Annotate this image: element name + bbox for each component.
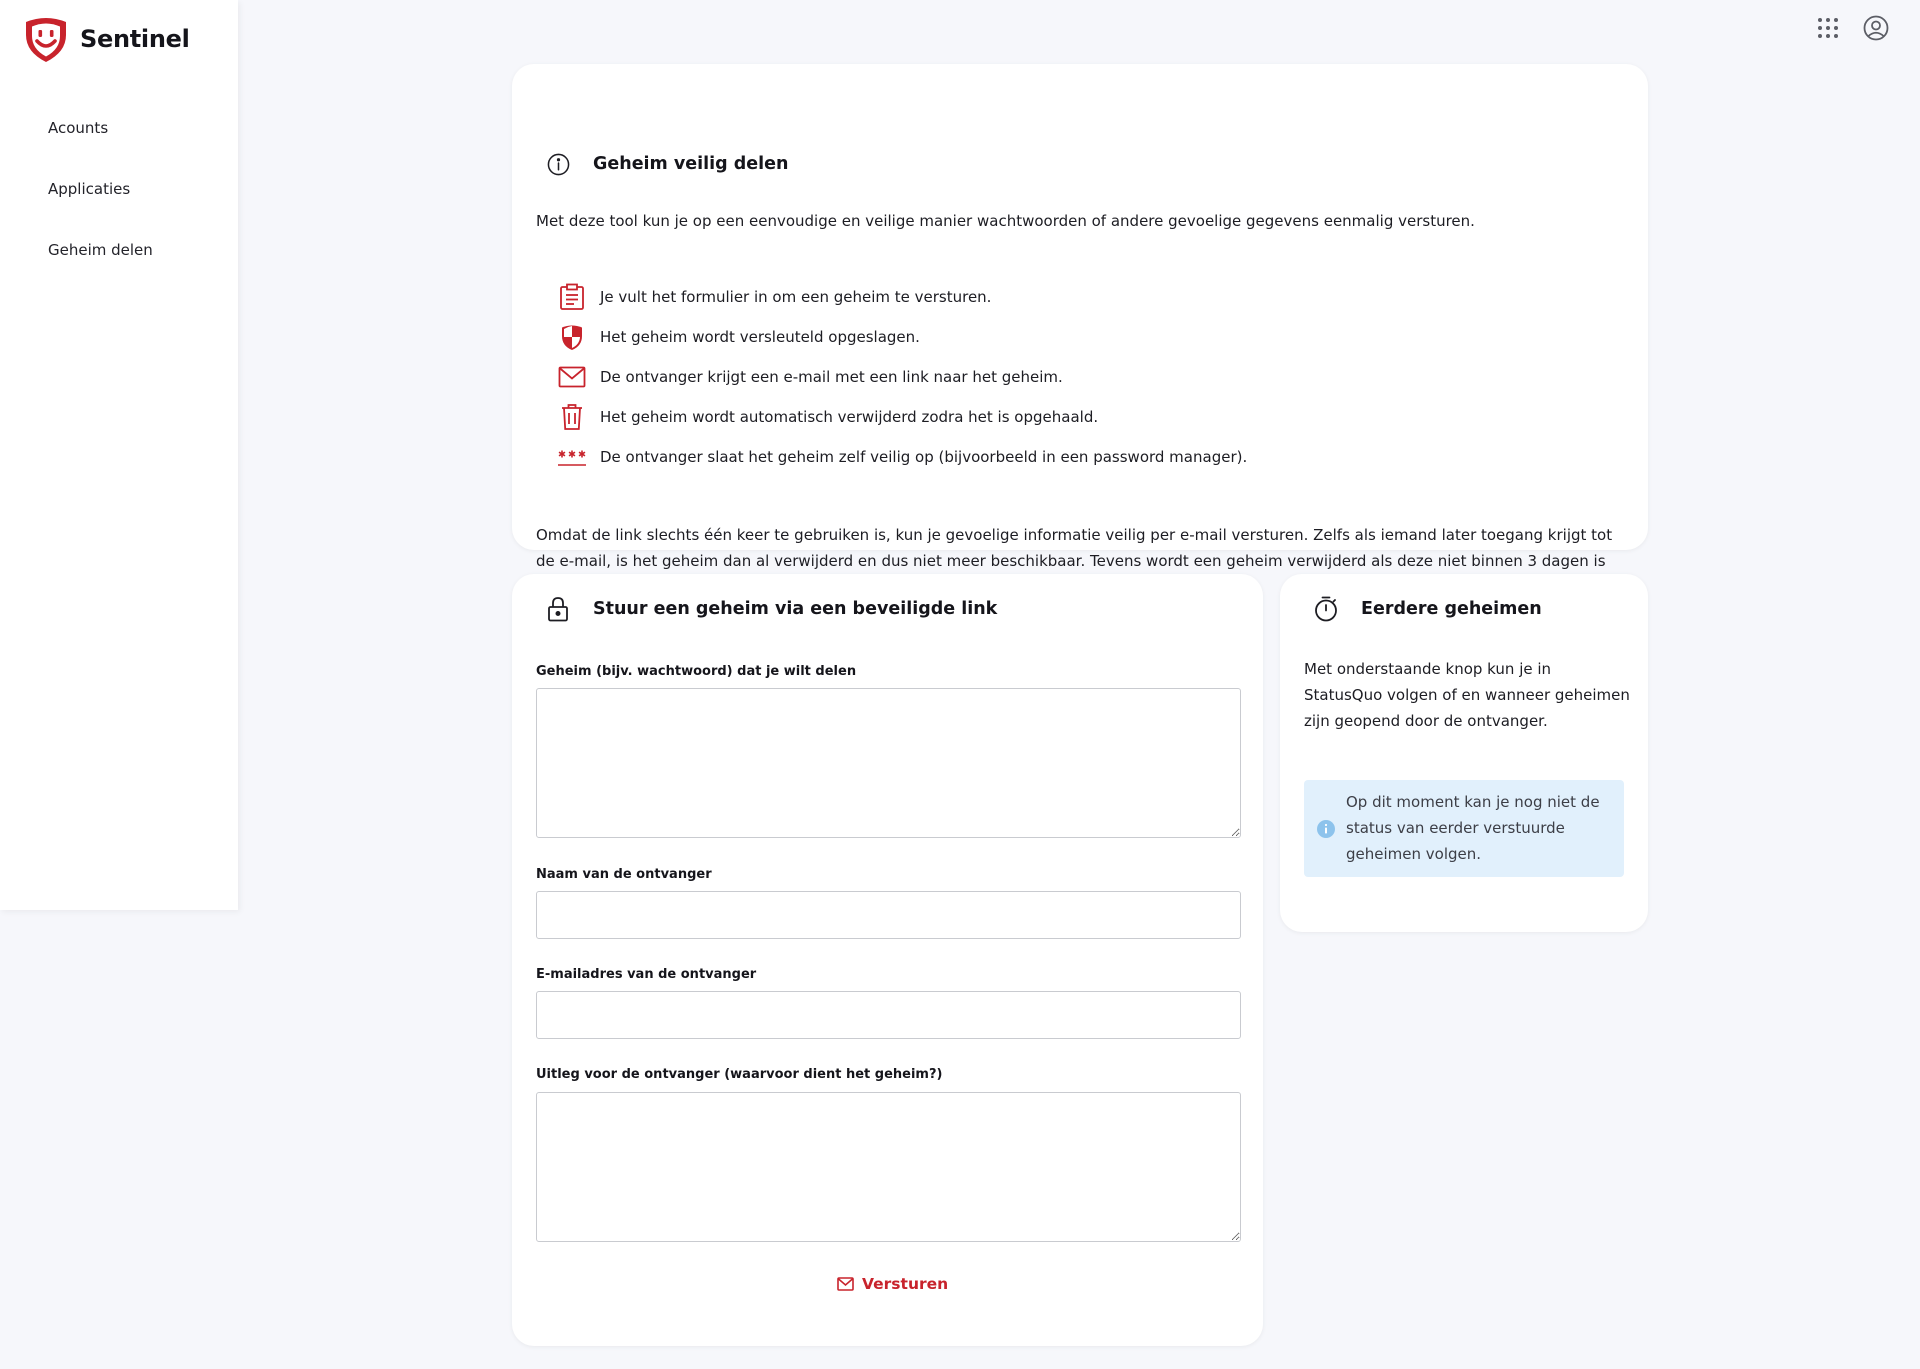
password-icon: [556, 441, 588, 473]
form-card-title: Stuur een geheim via een beveiligde link: [593, 599, 998, 619]
brand[interactable]: [23, 15, 190, 63]
history-description: Met onderstaande knop kun je in StatusQuo volgen of en wanneer geheimen zijn geopend door de ontvanger.: [1304, 660, 1630, 730]
step-text: De ontvanger krijgt een e-mail met een link naar het geheim.: [600, 368, 1063, 386]
user-account-icon[interactable]: [1862, 14, 1890, 42]
send-button[interactable]: [837, 1275, 948, 1293]
sidebar-item-geheim-delen[interactable]: Geheim delen: [48, 240, 153, 259]
list-item: [556, 277, 1247, 317]
explanation-textarea[interactable]: [536, 1092, 1241, 1242]
sidebar-item-accounts[interactable]: Acounts: [48, 118, 109, 137]
sidebar-item-applicaties[interactable]: Applicaties: [48, 179, 131, 198]
recipient-name-label: Naam van de ontvanger: [536, 867, 712, 882]
lock-icon: [546, 597, 570, 621]
notice-text: Op dit moment kan je nog niet de status van eerder verstuurde geheimen volgen.: [1346, 793, 1600, 863]
steps-list: [556, 277, 1247, 477]
brand-name: Sentinel: [80, 25, 190, 53]
previous-secrets-card: [1280, 574, 1648, 932]
info-card-header: [546, 152, 789, 176]
envelope-icon: [837, 1277, 854, 1291]
info-intro-text: Met deze tool kun je op een eenvoudige en veilige manier wachtwoorden of andere gevoelige gegevens eenmalig versturen.: [536, 212, 1475, 230]
info-card-title: Geheim veilig delen: [593, 154, 789, 174]
sidebar-nav: [0, 97, 238, 280]
step-text: Je vult het formulier in om een geheim te versturen.: [600, 288, 992, 306]
envelope-icon: [556, 361, 588, 393]
list-item: [556, 317, 1247, 357]
trash-icon: [556, 401, 588, 433]
topbar-actions: [1814, 14, 1890, 42]
info-dot-icon: [1317, 820, 1335, 838]
sidebar: [0, 0, 238, 910]
info-card: [512, 64, 1648, 570]
list-item: [556, 357, 1247, 397]
info-circle-icon: [546, 152, 570, 176]
secret-textarea[interactable]: [536, 688, 1241, 838]
history-card-header: [1314, 597, 1542, 621]
recipient-email-input[interactable]: [536, 991, 1241, 1039]
apps-grid-icon[interactable]: [1814, 14, 1842, 42]
explanation-field-label: Uitleg voor de ontvanger (waarvoor dient het geheim?): [536, 1067, 943, 1082]
form-card-header: [546, 597, 997, 621]
step-text: Het geheim wordt automatisch verwijderd zodra het is opgehaald.: [600, 408, 1099, 426]
shield-icon: [556, 321, 588, 353]
recipient-name-input[interactable]: [536, 891, 1241, 939]
info-notice: [1304, 780, 1624, 877]
send-button-label: Versturen: [862, 1275, 949, 1293]
sentinel-logo-icon: [23, 15, 69, 63]
recipient-email-label: E-mailadres van de ontvanger: [536, 967, 757, 982]
list-item: [556, 437, 1247, 477]
clipboard-icon: [556, 281, 588, 313]
history-card-title: Eerdere geheimen: [1361, 599, 1542, 619]
list-item: [556, 397, 1247, 437]
step-text: De ontvanger slaat het geheim zelf veilig op (bijvoorbeeld in een password manager).: [600, 448, 1248, 466]
secret-field-label: Geheim (bijv. wachtwoord) dat je wilt delen: [536, 664, 857, 679]
stopwatch-icon: [1314, 597, 1338, 621]
info-outro-text: Omdat de link slechts één keer te gebruiken is, kun je gevoelige informatie veilig per e-mail versturen. Zelfs als iemand later toegang krijgt tot de e-mail, is het geheim dan al verwijderd en dus niet meer beschikbaar. Tevens wordt een geheim verwijderd als deze niet binnen 3 dagen is: [536, 526, 1613, 570]
send-secret-card: [512, 574, 1263, 1346]
step-text: Het geheim wordt versleuteld opgeslagen.: [600, 328, 920, 346]
